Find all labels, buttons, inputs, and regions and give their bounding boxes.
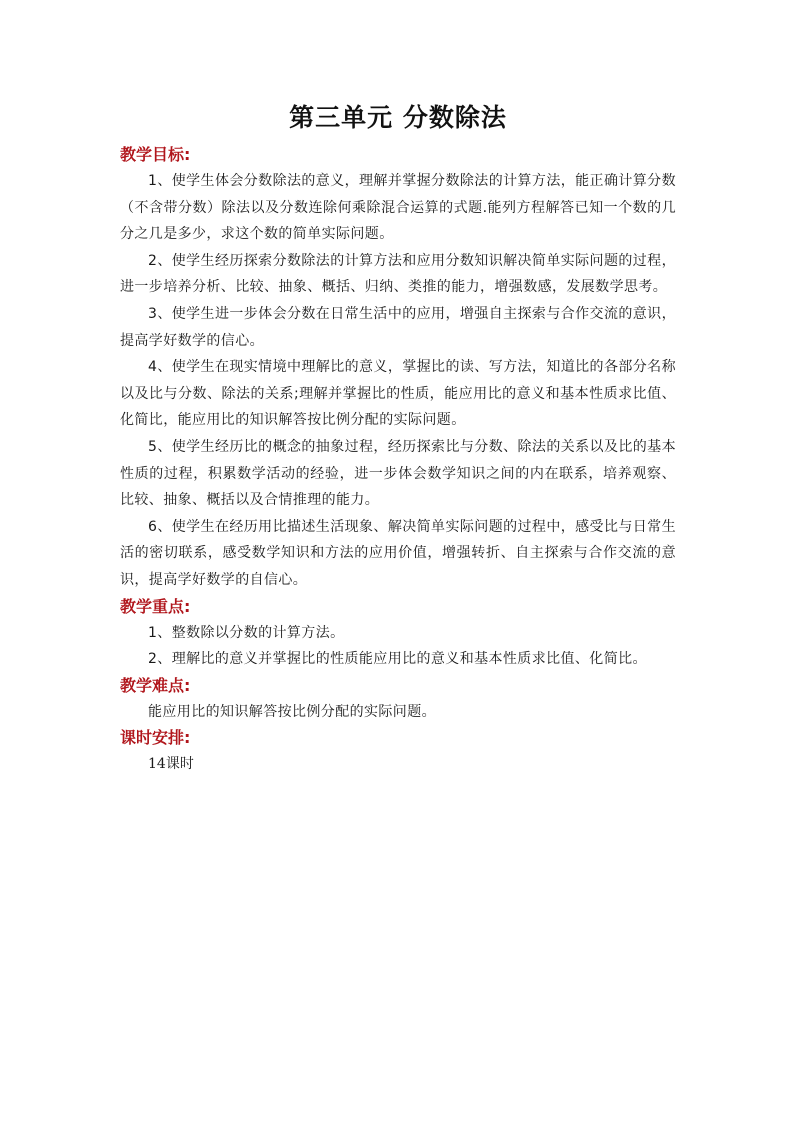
goal-item-1: 1、使学生体会分数除法的意义，理解并掌握分数除法的计算方法，能正确计算分数（不含带分数）除法以及分数连除何乘除混合运算的式题.能列方程解答已知一个数的几分之几是多少，求这个数的简单实际问题。 (120, 173, 676, 243)
document-page (120, 96, 676, 777)
goals-section (120, 142, 676, 594)
goal-item-6: 6、使学生在经历用比描述生活现象、解决简单实际问题的过程中，感受比与日常生活的密切联系，感受数学知识和方法的应用价值，增强转折、自主探索与合作交流的意识，提高学好数学的自信心。 (120, 518, 676, 588)
difficulty-item-1: 能应用比的知识解答按比例分配的实际问题。 (148, 703, 436, 720)
goal-item-3: 3、使学生进一步体会分数在日常生活中的应用，增强自主探索与合作交流的意识，提高学好数学的信心。 (120, 305, 676, 349)
key-point-item-1: 1、整数除以分数的计算方法。 (148, 624, 345, 641)
schedule-value: 14课时 (148, 756, 194, 773)
goal-item-2: 2、使学生经历探索分数除法的计算方法和应用分数知识解决简单实际问题的过程，进一步培养分析、比较、抽象、概括、归纳、类推的能力，增强数感，发展数学思考。 (120, 252, 676, 296)
key-points-section (120, 594, 676, 673)
key-point-item-2: 2、理解比的意义并掌握比的性质能应用比的意义和基本性质求比值、化简比。 (148, 651, 647, 668)
goal-item-5: 5、使学生经历比的概念的抽象过程，经历探索比与分数、除法的关系以及比的基本性质的过程，积累数学活动的经验，进一步体会数学知识之间的内在联系，培养观察、比较、抽象、概括以及合情推理的能力。 (120, 438, 676, 509)
goal-item-4: 4、使学生在现实情境中理解比的意义，掌握比的读、写方法，知道比的各部分名称以及比与分数、除法的关系;理解并掌握比的性质，能应用比的意义和基本性质求比值、化简比，能应用比的知识解答按比例分配的实际问题。 (120, 359, 676, 429)
difficulties-heading: 教学难点: (120, 675, 191, 695)
unit-title: 第三单元 分数除法 (289, 103, 507, 132)
difficulties-section (120, 673, 676, 726)
schedule-heading: 课时安排: (120, 728, 191, 748)
goals-heading: 教学目标: (120, 145, 191, 164)
schedule-section (120, 725, 676, 777)
key-points-heading: 教学重点: (120, 596, 191, 616)
